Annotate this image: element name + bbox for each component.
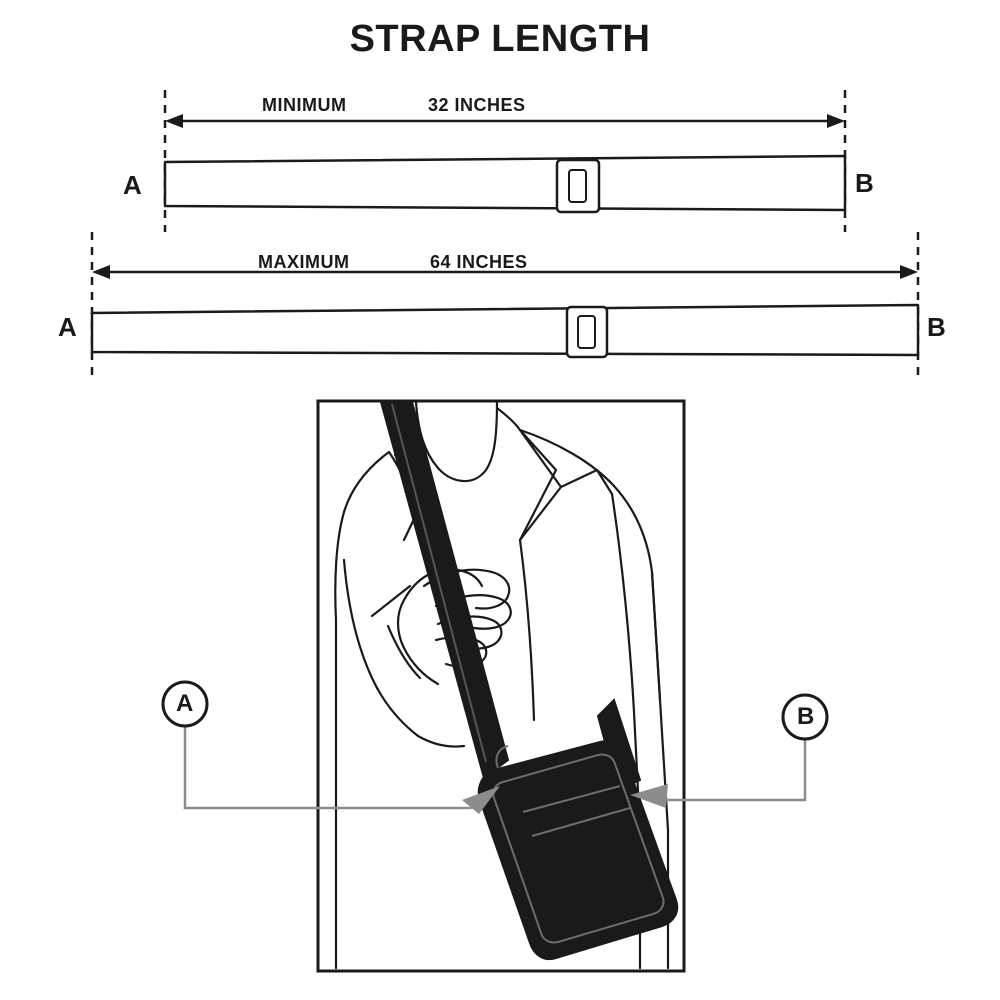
minimum-end-a-label: A [123,170,142,200]
callout-b-label: B [797,703,815,730]
maximum-dimension-label: MAXIMUM [258,252,350,272]
minimum-measure-label: 32 INCHES [428,95,526,115]
minimum-dimension-label: MINIMUM [262,95,347,115]
page-title: STRAP LENGTH [349,18,651,60]
minimum-end-b-label: B [855,168,874,198]
maximum-measure-label: 64 INCHES [430,252,528,272]
callout-a-label: A [176,690,194,717]
maximum-end-b-label: B [927,312,946,342]
maximum-end-a-label: A [58,312,77,342]
